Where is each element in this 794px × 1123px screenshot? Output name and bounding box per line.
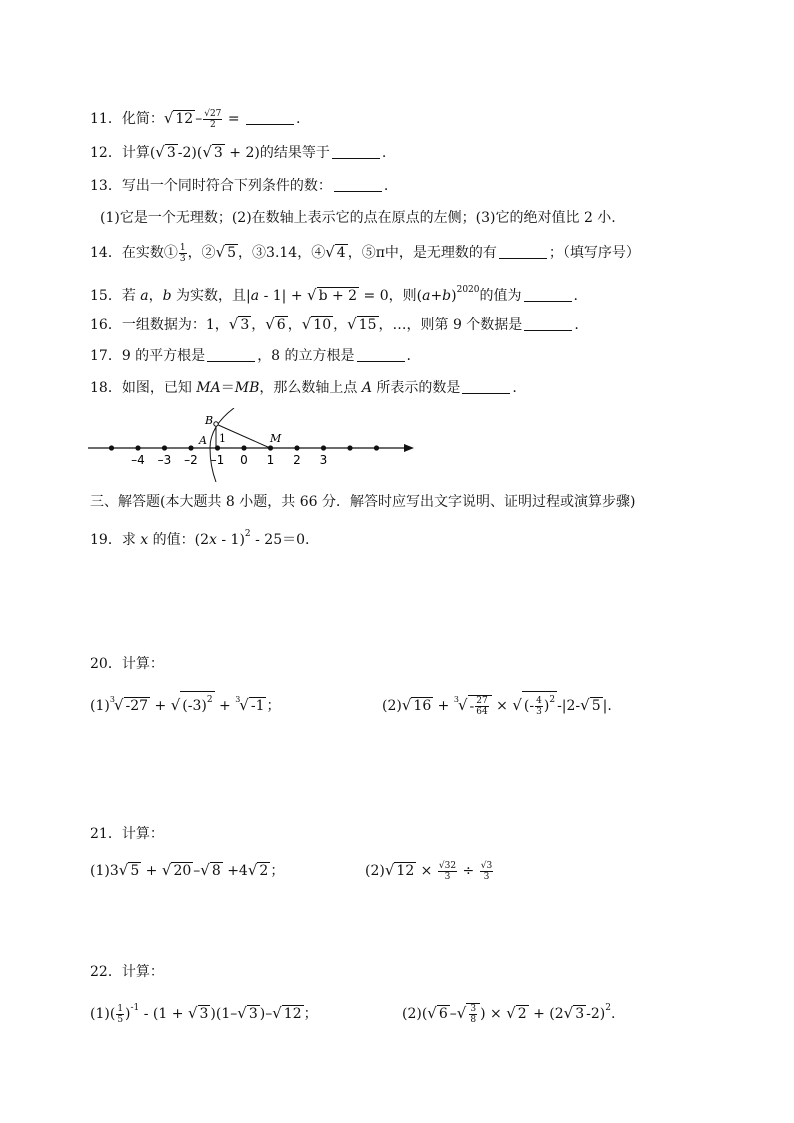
text: =	[223, 111, 245, 127]
text: 计算：	[121, 826, 164, 842]
tick-label: 1	[266, 453, 275, 467]
text: .	[383, 178, 389, 194]
root-index: 3	[453, 695, 459, 704]
radicand: 2	[259, 863, 269, 879]
tick-label: –2	[184, 453, 198, 467]
radicand: 3	[213, 145, 223, 161]
variable: MA	[196, 380, 221, 396]
sqrt-sign: √	[187, 1004, 198, 1022]
question-15	[90, 280, 578, 306]
denominator: 3	[536, 706, 542, 717]
radicand: 3	[240, 317, 250, 333]
radicand	[468, 695, 492, 717]
text: 如图，已知	[121, 380, 197, 396]
question-22-part-1	[90, 998, 318, 1025]
tick-label: –3	[157, 453, 172, 467]
text: .	[574, 317, 579, 333]
exponent: 2	[244, 529, 251, 539]
sqrt-sign: √	[272, 1004, 282, 1022]
fraction	[179, 243, 187, 264]
sqrt-sign: √	[563, 1004, 574, 1022]
answer-blank[interactable]	[524, 287, 572, 302]
text: –	[449, 1006, 457, 1022]
question-20-part-1	[90, 690, 280, 716]
exponent: -1	[130, 1003, 140, 1013]
radicand	[466, 1003, 480, 1025]
text: 写出一个同时符合下列条件的数：	[121, 178, 332, 194]
label-m: M	[270, 432, 282, 445]
text: 求	[121, 532, 141, 548]
tick-dot	[321, 445, 326, 450]
text: )	[543, 698, 550, 714]
question-number: 13．	[90, 178, 122, 194]
answer-blank[interactable]	[499, 244, 547, 259]
radicand: 6	[438, 1006, 448, 1022]
radicand: 12	[396, 863, 415, 879]
text: ；	[303, 1006, 318, 1022]
question-20	[90, 654, 164, 674]
question-21	[90, 824, 164, 844]
text: ，…，则第 9 个数据是	[378, 317, 523, 333]
question-number: 18．	[90, 380, 122, 396]
exponent: 2020	[456, 285, 480, 295]
radicand: 3	[199, 1006, 209, 1022]
question-12	[90, 142, 386, 163]
radicand	[522, 691, 557, 717]
exponent: 2	[549, 695, 556, 705]
question-number: 19．	[90, 532, 122, 548]
sqrt-sign: √	[325, 243, 335, 261]
question-number: 15．	[90, 288, 122, 304]
numerator: √32	[438, 860, 457, 871]
sqrt-sign: √	[118, 861, 129, 879]
text: 化简：	[121, 111, 164, 127]
question-number: 22．	[90, 964, 122, 980]
text: +	[214, 698, 236, 714]
radicand: 20	[173, 863, 192, 879]
text: -|2-	[557, 698, 581, 714]
numerator: 3	[470, 1003, 477, 1014]
part-label: (1)3	[90, 863, 119, 879]
sqrt-sign: √	[384, 861, 395, 879]
tick-dot	[162, 445, 167, 450]
label-unit-one: 1	[219, 432, 226, 445]
root-index: 3	[109, 695, 115, 704]
numerator: √3	[480, 860, 493, 871]
text: |.	[602, 698, 612, 714]
sqrt-sign: √	[237, 1004, 247, 1022]
answer-blank[interactable]	[462, 379, 510, 394]
variable: MB	[234, 380, 260, 396]
text: - 1| +	[259, 288, 308, 304]
exponent: 2	[605, 1003, 611, 1013]
question-number: 12．	[90, 145, 122, 161]
question-number: 16．	[90, 317, 122, 333]
question-number: 14．	[90, 245, 122, 261]
text: + (2	[528, 1006, 564, 1022]
sqrt-sign: √	[506, 1004, 516, 1022]
denominator: 5	[117, 1014, 124, 1025]
text: 的值为	[479, 288, 522, 304]
question-13-conditions: (1)它是一个无理数；(2)在数轴上表示它的点在原点的左侧；(3)它的绝对值比 2 小.	[100, 210, 616, 226]
radicand: 12	[283, 1006, 302, 1022]
denominator: 3	[179, 253, 186, 264]
text: (	[109, 1006, 116, 1022]
radicand: 5	[130, 863, 140, 879]
tick-label: –1	[210, 453, 225, 467]
question-number: 20．	[90, 656, 122, 672]
part-label: (1)	[90, 1006, 110, 1022]
sqrt-sign: √	[265, 315, 275, 333]
sqrt-sign: √	[307, 286, 317, 304]
text: -	[469, 698, 475, 714]
text: 若	[121, 288, 141, 304]
text: )	[125, 1006, 131, 1022]
answer-blank[interactable]	[207, 347, 255, 362]
tick-label: 3	[319, 453, 328, 467]
text: ，	[287, 317, 302, 333]
radicand	[180, 691, 214, 714]
text: .	[296, 111, 301, 127]
tick-label: 0	[240, 453, 248, 467]
answer-blank[interactable]	[524, 316, 572, 331]
denominator: 64	[476, 706, 488, 717]
sqrt-sign: √	[401, 696, 412, 714]
tick-dot	[109, 445, 114, 450]
part-label: (2)(	[402, 1006, 428, 1022]
point-b	[214, 422, 218, 426]
sqrt-sign: √	[512, 696, 522, 714]
sqrt-sign: √	[163, 109, 174, 127]
text: ；	[270, 863, 285, 879]
radicand: 3	[248, 1006, 258, 1022]
radicand: 2	[517, 1006, 527, 1022]
sqrt-sign: √	[301, 315, 312, 333]
text: )	[451, 288, 457, 304]
text: ，那么数轴上点	[259, 380, 362, 396]
question-20-part-2	[382, 690, 612, 717]
radicand: 6	[276, 317, 286, 333]
text: +4	[222, 863, 248, 879]
fraction	[438, 861, 457, 882]
text: ；	[266, 698, 281, 714]
tick-dot	[374, 445, 379, 450]
question-22	[90, 962, 164, 982]
text: - (1 +	[139, 1006, 188, 1022]
text: 所表示的数是	[371, 380, 461, 396]
sqrt-sign: √	[215, 243, 226, 261]
denominator: 2	[209, 119, 216, 130]
fraction	[469, 1004, 477, 1025]
radicand: -27	[125, 698, 149, 714]
text: )(1–	[210, 1006, 238, 1022]
text: 计算：	[121, 656, 164, 672]
radicand: 3	[575, 1006, 585, 1022]
numerator: 1	[179, 242, 186, 253]
text: + 2)的结果等于	[224, 145, 330, 161]
text: .	[573, 288, 578, 304]
label-b: B	[205, 414, 214, 427]
text: -2)(	[177, 145, 203, 161]
text: )	[480, 1006, 486, 1022]
compass-arc	[210, 408, 234, 482]
question-number: 11．	[90, 111, 122, 127]
text: = 0，则(	[359, 288, 423, 304]
tick-labels	[131, 453, 327, 467]
text: .	[381, 145, 387, 161]
text: ＝	[220, 380, 235, 396]
text: -2)	[586, 1006, 606, 1022]
text: 的值：(2	[148, 532, 210, 548]
answer-blank[interactable]	[332, 144, 380, 159]
numerator: √27	[204, 108, 222, 119]
numerator: 1	[117, 1003, 124, 1014]
text: ÷	[458, 863, 479, 879]
text: 计算(	[121, 145, 156, 161]
radicand: 5	[227, 245, 237, 261]
fraction	[475, 696, 488, 717]
text: +	[141, 863, 162, 879]
variable: x	[209, 532, 217, 548]
question-11	[90, 108, 301, 130]
section-3-heading: 三、解答题(本大题共 8 小题，共 66 分．解答时应写出文字说明、证明过程或演算步骤)	[90, 494, 636, 510]
question-18	[90, 378, 517, 398]
axis-arrow	[404, 444, 414, 452]
text: 为实数，且|	[171, 288, 251, 304]
sqrt-sign: √	[161, 861, 172, 879]
sqrt-sign: √	[239, 696, 249, 714]
variable: a	[250, 288, 260, 304]
tick-label: 2	[293, 453, 301, 467]
denominator: 3	[483, 871, 490, 882]
variable: a	[140, 288, 149, 304]
sqrt-sign: √	[580, 696, 590, 714]
sqrt-sign: √	[170, 696, 181, 714]
text: - 1)	[216, 532, 245, 548]
text: ；（填写序号）	[548, 245, 640, 261]
tick-dot	[294, 445, 299, 450]
question-21-part-1	[90, 860, 284, 881]
numerator: 27	[476, 695, 488, 706]
tick-dot	[241, 445, 246, 450]
radicand: b + 2	[318, 288, 358, 304]
fraction	[480, 861, 493, 882]
question-21-part-2	[365, 860, 494, 882]
text: +	[150, 698, 171, 714]
variable: a+b	[422, 288, 452, 304]
text: - 25＝0.	[250, 532, 310, 548]
sqrt-sign: √	[457, 696, 468, 714]
sqrt-sign: √	[200, 861, 210, 879]
radicand: 12	[175, 111, 194, 127]
variable: b	[162, 288, 172, 304]
question-17	[90, 346, 411, 366]
radicand: 10	[313, 317, 332, 333]
text: ，	[148, 288, 163, 304]
sqrt-sign: √	[456, 1004, 467, 1022]
text: ×	[491, 698, 513, 714]
exponent: 2	[206, 695, 213, 705]
fraction	[203, 109, 222, 130]
tick-dot	[188, 445, 193, 450]
answer-blank[interactable]	[334, 177, 382, 192]
sqrt-sign: √	[347, 315, 357, 333]
variable: A	[361, 380, 372, 396]
text: 一组数据为：1，	[121, 317, 229, 333]
question-16	[90, 314, 579, 335]
text: ，8 的立方根是	[257, 348, 355, 364]
text: 计算：	[121, 964, 164, 980]
question-number: 21．	[90, 826, 122, 842]
answer-blank[interactable]	[357, 347, 405, 362]
text: .	[512, 380, 517, 396]
sqrt-sign: √	[155, 143, 165, 161]
question-22-part-2	[402, 998, 615, 1025]
tick-dot	[268, 445, 273, 450]
radicand: 5	[591, 698, 601, 714]
question-19	[90, 524, 309, 550]
text: ，	[333, 317, 348, 333]
tick-dot	[347, 445, 352, 450]
radicand: 16	[413, 698, 432, 714]
radicand: 4	[336, 245, 346, 261]
text: ，②	[187, 245, 216, 261]
question-14	[90, 242, 640, 264]
variable: x	[140, 532, 149, 548]
fraction	[535, 696, 543, 717]
sqrt-sign: √	[427, 1004, 437, 1022]
tick-label: –4	[131, 453, 145, 467]
sqrt-sign: √	[228, 315, 239, 333]
text: (-	[523, 698, 535, 714]
radicand: 3	[166, 145, 176, 161]
fraction	[116, 1004, 124, 1025]
numerator: 4	[536, 695, 542, 706]
number-line-figure	[88, 408, 428, 482]
sqrt-sign: √	[247, 861, 258, 879]
text: ×	[416, 863, 437, 879]
denominator: 8	[470, 1014, 477, 1025]
base: (-3)	[182, 698, 207, 714]
text: ，	[251, 317, 266, 333]
answer-blank[interactable]	[246, 110, 294, 125]
radicand: -1	[250, 698, 265, 714]
text: +	[433, 698, 454, 714]
sqrt-sign: √	[113, 696, 124, 714]
part-label: (1)	[90, 698, 110, 714]
text: ×	[485, 1006, 507, 1022]
text: )–	[259, 1006, 273, 1022]
radicand: 15	[358, 317, 377, 333]
text: ，③3.14，④	[238, 245, 326, 261]
text: 9 的平方根是	[121, 348, 206, 364]
part-label: (2)	[365, 863, 385, 879]
question-number: 17．	[90, 348, 122, 364]
text: .	[406, 348, 411, 364]
sqrt-sign: √	[202, 143, 212, 161]
text: –	[193, 863, 201, 879]
tick-dot	[135, 445, 140, 450]
text: –	[195, 111, 203, 127]
radicand: 8	[211, 863, 221, 879]
denominator: 3	[444, 871, 451, 882]
text: 在实数①	[121, 245, 178, 261]
part-label: (2)	[382, 698, 402, 714]
label-a: A	[199, 434, 207, 447]
text: .	[611, 1006, 616, 1022]
text: ，⑤π中，是无理数的有	[347, 245, 497, 261]
question-13	[90, 176, 388, 196]
root-index: 3	[235, 695, 241, 704]
